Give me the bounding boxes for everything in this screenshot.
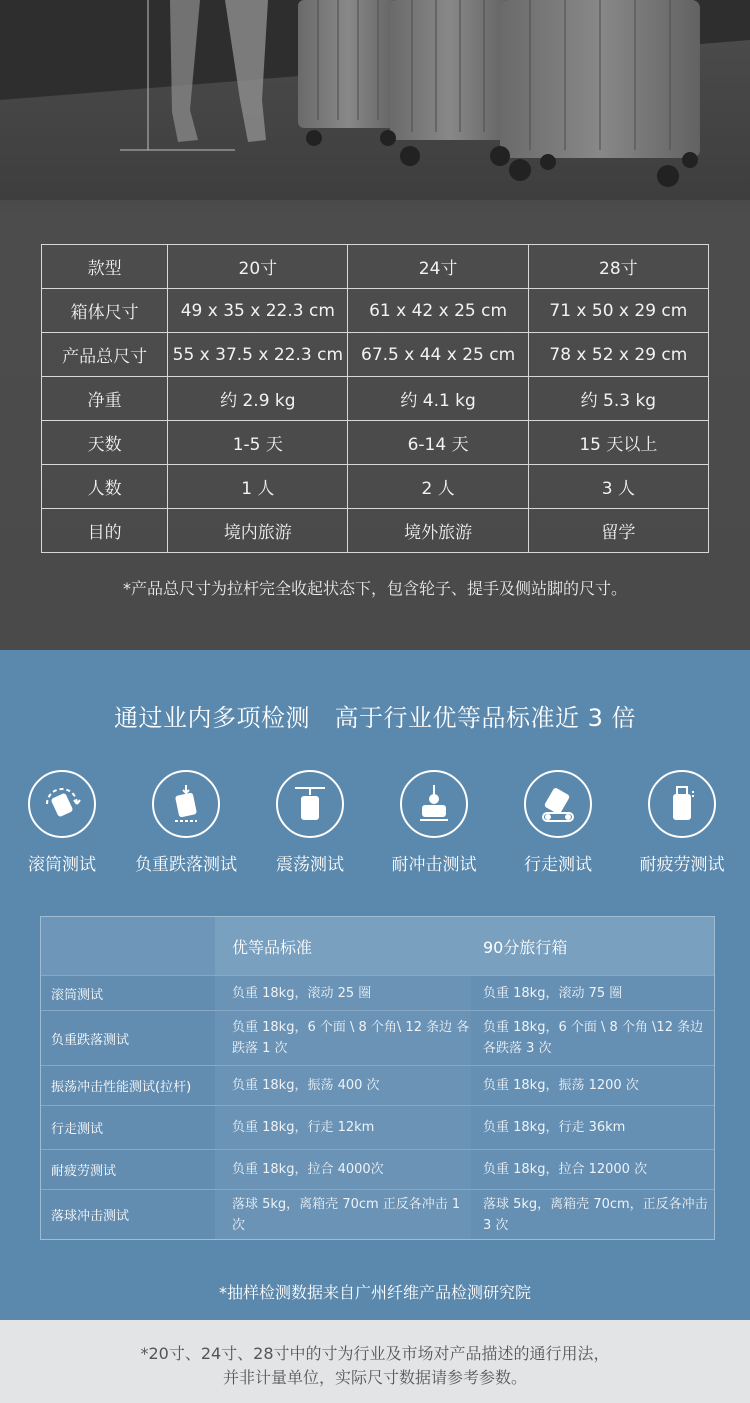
size-unit-disclaimer (0, 1320, 750, 1403)
test-icon-row (0, 770, 750, 880)
spec-cell: 境外旅游 (348, 509, 528, 553)
spec-cell: 3 人 (528, 465, 708, 509)
header-cell-standard: 优等品标准 (215, 917, 471, 975)
luggage-hero-image (0, 0, 750, 200)
spec-cell: 2 人 (348, 465, 528, 509)
spec-header-row (42, 245, 709, 289)
spec-row-label: 目的 (42, 509, 168, 553)
standard-cell: 负重 18kg，行走 12km (232, 1120, 375, 1135)
spec-cell: 约 4.1 kg (348, 377, 528, 421)
test-name-cell: 振荡冲击性能测试(拉杆) (41, 1066, 215, 1105)
header-cell-empty (41, 917, 215, 975)
product-cell: 负重 18kg，振荡 1200 次 (471, 1066, 714, 1105)
table-row (41, 1150, 714, 1190)
testing-headline: 通过业内多项检测 高于行业优等品标准近 3 倍 (113, 704, 637, 732)
testing-source-note: *抽样检测数据来自广州纤维产品检测研究院 (218, 1283, 531, 1302)
spec-row-label: 人数 (42, 465, 168, 509)
table-row (41, 1066, 714, 1106)
test-name-cell: 耐疲劳测试 (41, 1150, 215, 1189)
impact-icon (400, 770, 468, 838)
test-item-vibration (248, 770, 372, 875)
test-label: 耐冲击测试 (391, 855, 477, 875)
spec-cell: 61 x 42 x 25 cm (348, 289, 528, 333)
test-name-cell: 负重跌落测试 (41, 1011, 215, 1065)
table-row (41, 1190, 714, 1239)
spec-cell: 67.5 x 44 x 25 cm (348, 333, 528, 377)
size-spec-table (41, 244, 709, 553)
table-row (41, 1011, 714, 1066)
test-item-tumble (0, 770, 124, 875)
test-name-cell: 行走测试 (41, 1106, 215, 1149)
test-comparison-table (40, 916, 715, 1240)
standard-cell: 负重 18kg，振荡 400 次 (232, 1078, 380, 1093)
spec-cell: 78 x 52 x 29 cm (528, 333, 708, 377)
spec-cell: 约 5.3 kg (528, 377, 708, 421)
drop-icon (152, 770, 220, 838)
spec-row (42, 465, 709, 509)
test-label: 滚筒测试 (28, 855, 96, 875)
product-cell: 负重 18kg，拉合 12000 次 (471, 1150, 714, 1189)
spec-cell: 约 2.9 kg (168, 377, 348, 421)
spec-row (42, 421, 709, 465)
table-row (41, 1106, 714, 1150)
walking-icon (524, 770, 592, 838)
spec-cell: 28寸 (528, 245, 708, 289)
test-label: 负重跌落测试 (135, 855, 237, 875)
test-item-fatigue (620, 770, 744, 875)
test-item-drop (124, 770, 248, 875)
spec-cell: 15 天以上 (528, 421, 708, 465)
test-name-cell: 滚筒测试 (41, 976, 215, 1010)
spec-row (42, 289, 709, 333)
spec-cell: 24寸 (348, 245, 528, 289)
fatigue-icon (648, 770, 716, 838)
spec-cell: 境内旅游 (168, 509, 348, 553)
product-cell: 负重 18kg，行走 36km (471, 1106, 714, 1149)
test-item-impact (372, 770, 496, 875)
spec-row-label: 净重 (42, 377, 168, 421)
product-cell: 负重 18kg，6 个面 \ 8 个角 \12 条边 各跌落 3 次 (471, 1011, 714, 1065)
spec-row-label: 箱体尺寸 (42, 289, 168, 333)
test-name-cell: 落球冲击测试 (41, 1190, 215, 1239)
spec-row-label: 天数 (42, 421, 168, 465)
spec-row-label: 产品总尺寸 (42, 333, 168, 377)
product-cell: 落球 5kg，离箱壳 70cm，正反各冲击 3 次 (471, 1190, 714, 1239)
spec-cell: 6-14 天 (348, 421, 528, 465)
standard-cell: 落球 5kg，离箱壳 70cm 正反各冲击 1 次 (232, 1196, 461, 1233)
product-cell: 负重 18kg，滚动 75 圈 (471, 976, 714, 1010)
tumble-icon (28, 770, 96, 838)
test-label: 行走测试 (524, 855, 592, 875)
spec-row (42, 333, 709, 377)
size-spec-section (0, 0, 750, 650)
spec-cell: 留学 (528, 509, 708, 553)
spec-row (42, 509, 709, 553)
spec-cell: 1-5 天 (168, 421, 348, 465)
spec-cell: 49 x 35 x 22.3 cm (168, 289, 348, 333)
spec-cell: 55 x 37.5 x 22.3 cm (168, 333, 348, 377)
standard-cell: 负重 18kg，6 个面 \ 8 个角\ 12 条边 各跌落 1 次 (232, 1020, 470, 1056)
table-row (41, 976, 714, 1011)
disclaimer-line-2: 并非计量单位，实际尺寸数据请参考参数。 (222, 1368, 527, 1387)
standard-cell: 负重 18kg，拉合 4000次 (232, 1162, 384, 1177)
spec-row (42, 377, 709, 421)
test-item-walking (496, 770, 620, 875)
table-header-row (41, 917, 714, 976)
test-label: 震荡测试 (276, 855, 344, 875)
spec-cell: 71 x 50 x 29 cm (528, 289, 708, 333)
header-cell-product: 90分旅行箱 (471, 917, 714, 975)
vibration-icon (276, 770, 344, 838)
standard-cell: 负重 18kg，滚动 25 圈 (232, 985, 372, 1001)
size-footnote: *产品总尺寸为拉杆完全收起状态下，包含轮子、提手及侧站脚的尺寸。 (122, 579, 627, 598)
spec-row-label: 款型 (42, 245, 168, 289)
disclaimer-line-1: *20寸、24寸、28寸中的寸为行业及市场对产品描述的通行用法， (140, 1344, 610, 1363)
quality-testing-section (0, 650, 750, 1320)
test-label: 耐疲劳测试 (639, 855, 725, 875)
spec-cell: 20寸 (168, 245, 348, 289)
spec-cell: 1 人 (168, 465, 348, 509)
